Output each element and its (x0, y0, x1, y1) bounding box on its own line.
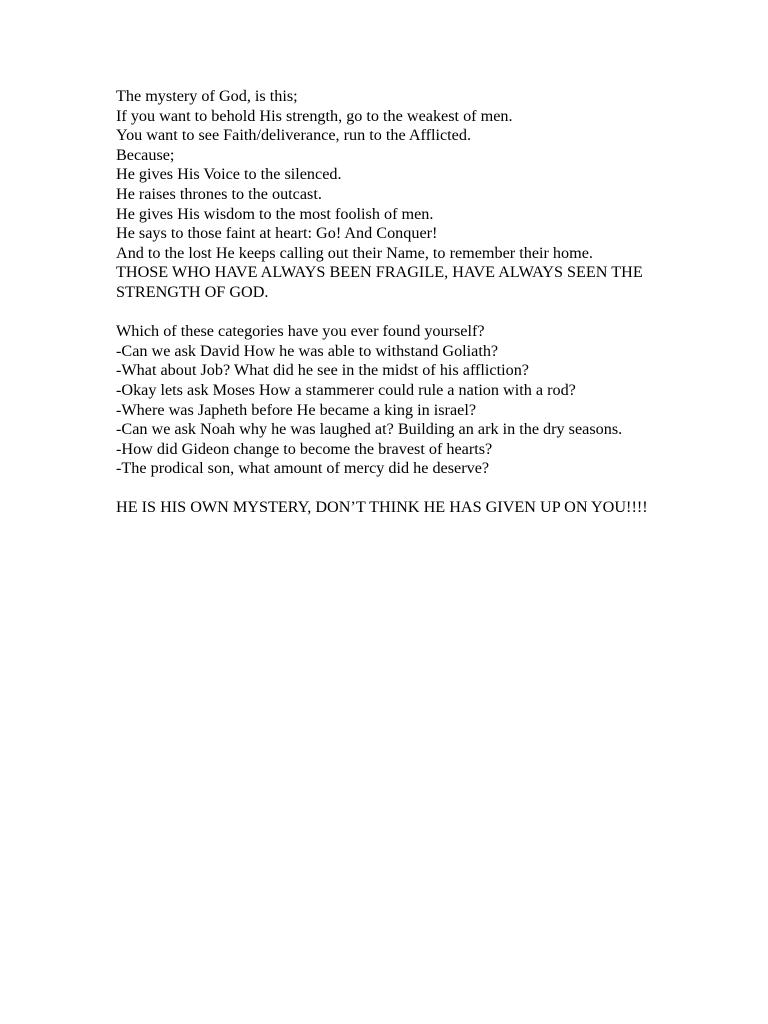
question-intro: Which of these categories have you ever found yourself? (116, 322, 485, 341)
question-line-7: -The prodical son, what amount of mercy did he deserve? (116, 459, 490, 478)
question-line-5: -Can we ask Noah why he was laughed at? Building an ark in the dry seasons. (116, 420, 623, 439)
paragraph-gap (116, 479, 656, 499)
closing-statement: HE IS HIS OWN MYSTERY, DON’T THINK HE HAS GIVEN UP ON YOU!!!! (116, 498, 648, 517)
intro-line-1: The mystery of God, is this; (116, 87, 298, 105)
document-body (116, 87, 656, 518)
intro-line-5: He gives His Voice to the silenced. (116, 165, 342, 184)
question-line-3: -Okay lets ask Moses How a stammerer could rule a nation with a rod? (116, 380, 576, 399)
intro-line-6: He raises thrones to the outcast. (116, 184, 322, 203)
intro-line-3: You want to see Faith/deliverance, run to the Afflicted. (116, 126, 472, 145)
intro-line-8: He says to those faint at heart: Go! And Conquer! (116, 224, 438, 243)
question-line-4: -Where was Japheth before He became a king in israel? (116, 400, 476, 419)
intro-line-2: If you want to behold His strength, go to the weakest of men. (116, 106, 513, 125)
question-line-1: -Can we ask David How he was able to withstand Goliath? (116, 341, 499, 360)
intro-line-7: He gives His wisdom to the most foolish of men. (116, 204, 434, 223)
intro-line-4: Because; (116, 145, 175, 164)
question-line-6: -How did Gideon change to become the bravest of hearts? (116, 439, 493, 458)
caps-statement: THOSE WHO HAVE ALWAYS BEEN FRAGILE, HAVE ALWAYS SEEN THE STRENGTH OF GOD. (116, 263, 643, 301)
question-line-2: -What about Job? What did he see in the midst of his affliction? (116, 361, 529, 380)
paragraph-gap (116, 303, 656, 323)
intro-line-9: And to the lost He keeps calling out their Name, to remember their home. (116, 243, 593, 262)
